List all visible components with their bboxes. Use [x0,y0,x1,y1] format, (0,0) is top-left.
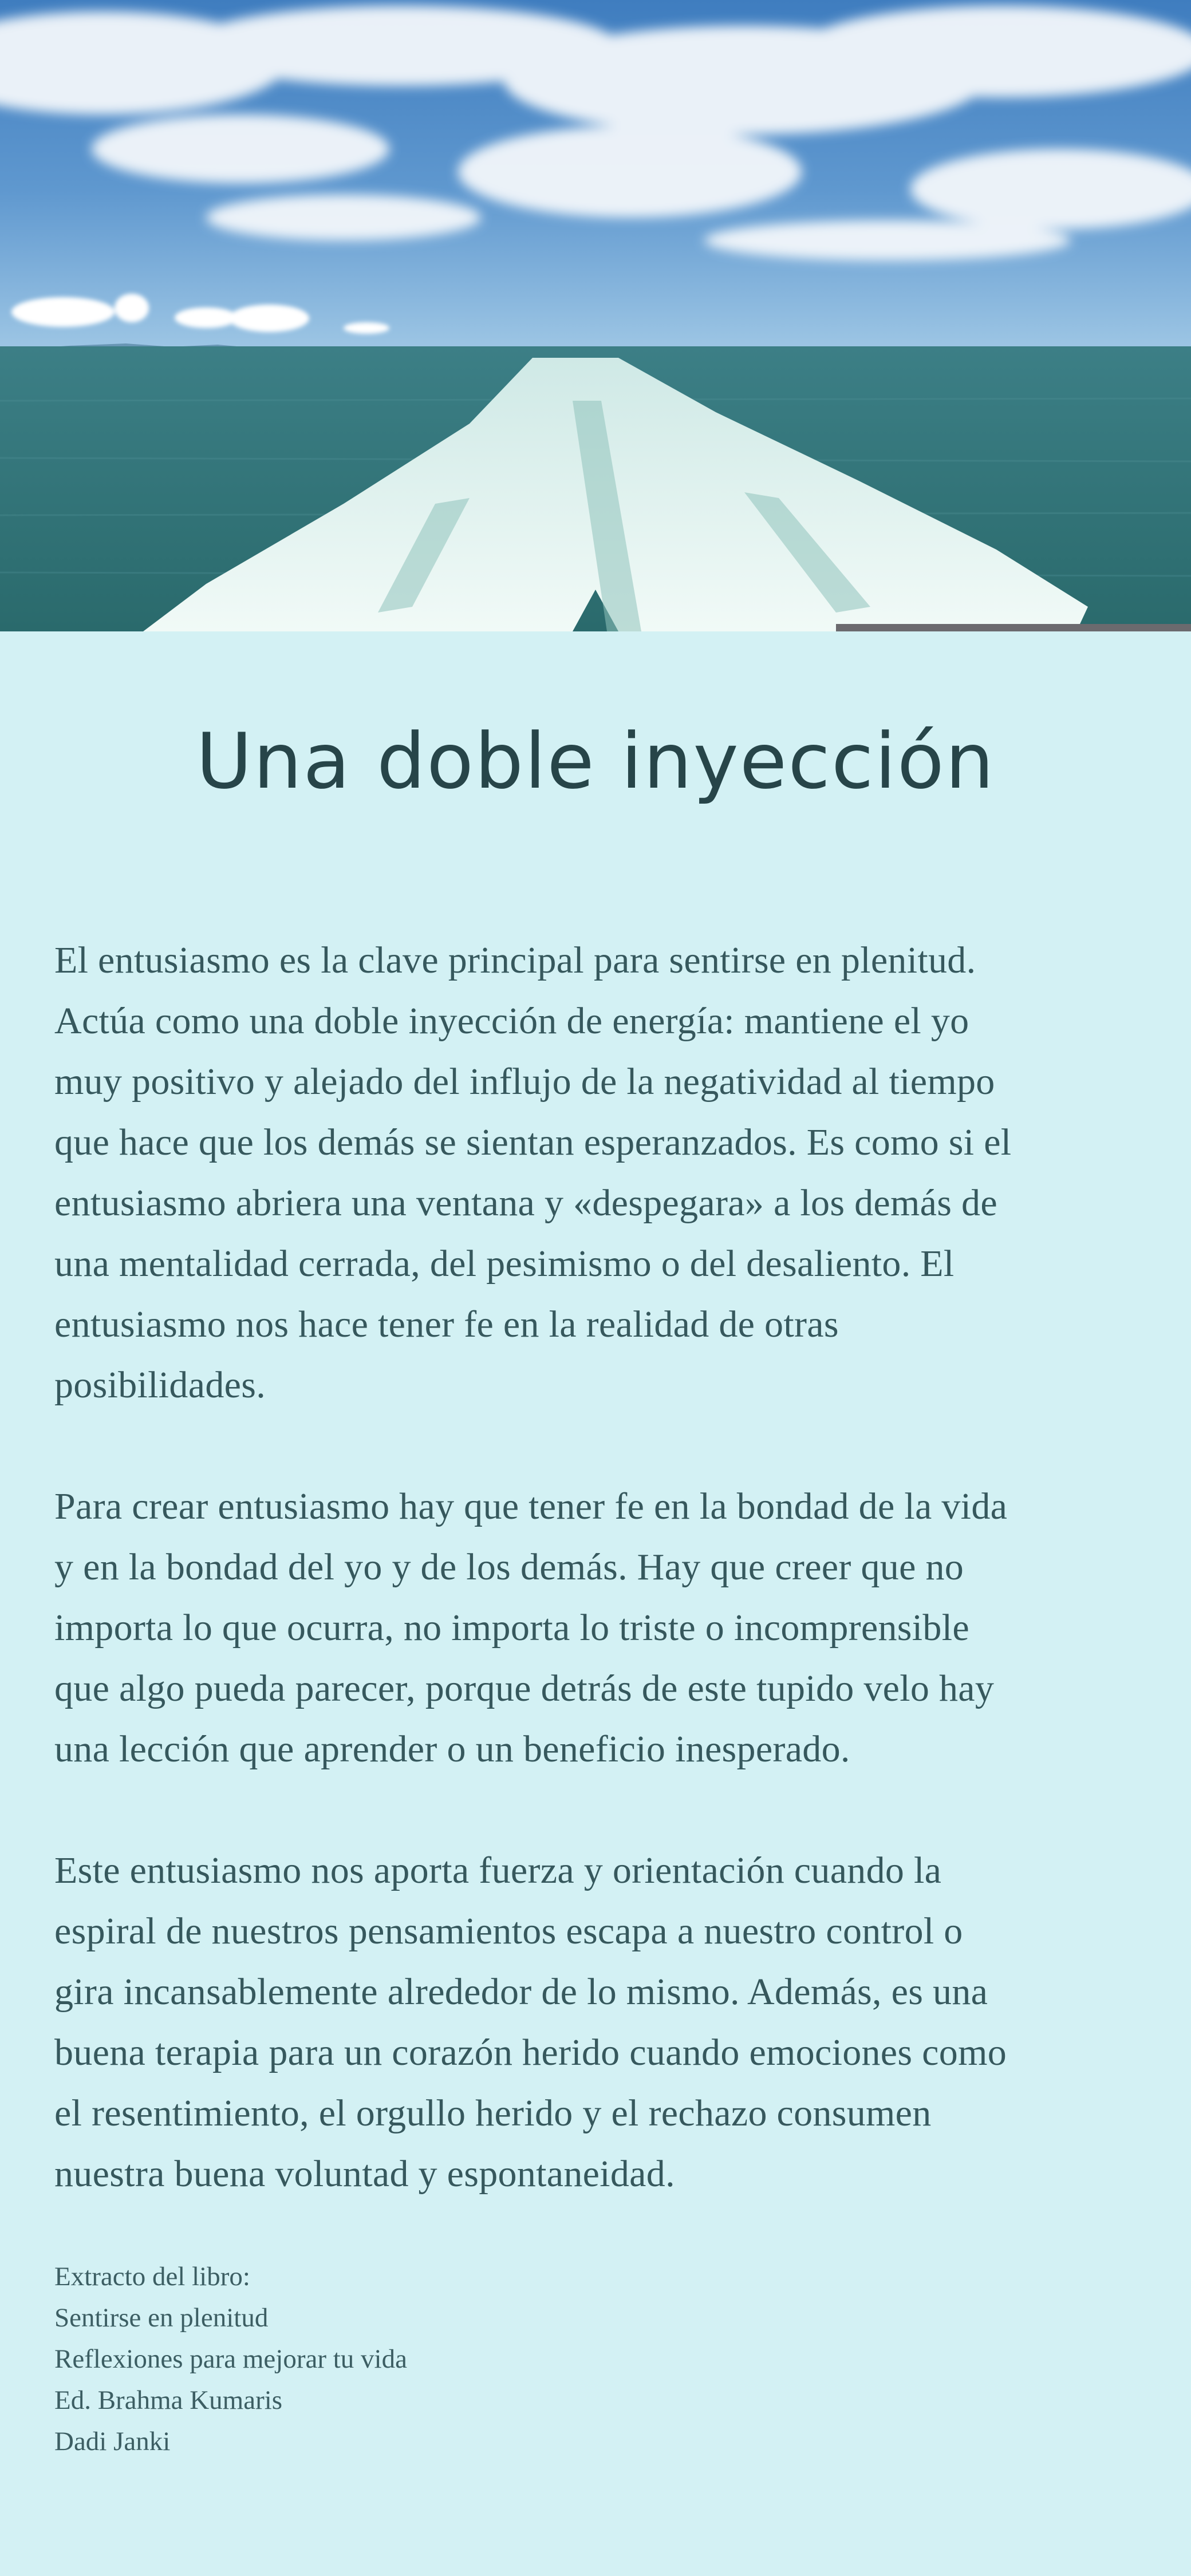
paragraph-line: una mentalidad cerrada, del pesimismo o del desaliento. El [54,1243,955,1285]
credit-line: Extracto del libro: [54,2262,250,2291]
paragraph-line: buena terapia para un corazón herido cuando emociones como [54,2032,1007,2073]
paragraph-line: posibilidades. [54,1364,266,1406]
paragraph-2 [54,1476,1148,1780]
paragraph-line: Para crear entusiasmo hay que tener fe en la bondad de la vida [54,1485,1008,1527]
paragraph-line: El entusiasmo es la clave principal para sentirse en plenitud. [54,939,976,981]
paragraph-line: espiral de nuestros pensamientos escapa a nuestro control o [54,1910,963,1952]
paragraph-line: entusiasmo nos hace tener fe en la realidad de otras [54,1303,839,1345]
article [0,631,1191,2576]
credit-subtitle: Reflexiones para mejorar tu vida [54,2344,407,2374]
paragraph-1 [54,930,1148,1416]
paragraph-line: Este entusiasmo nos aporta fuerza y orientación cuando la [54,1850,942,1891]
credit-publisher: Ed. Brahma Kumaris [54,2385,283,2415]
credit-book-title: Sentirse en plenitud [54,2303,269,2333]
paragraph-line: una lección que aprender o un beneficio inesperado. [54,1728,850,1770]
paragraph-line: Actúa como una doble inyección de energía: mantiene el yo [54,1000,969,1042]
credit-author: Dadi Janki [54,2427,171,2456]
paragraph-line: el resentimiento, el orgullo herido y el rechazo consumen [54,2092,932,2134]
paragraph-line: muy positivo y alejado del influjo de la negatividad al tiempo [54,1061,995,1103]
book-credits [54,2256,742,2462]
hero-image [0,0,1191,631]
article-title: Una doble inyección [196,717,995,806]
paragraph-line: nuestra buena voluntad y espontaneidad. [54,2153,675,2195]
paragraph-line: importa lo que ocurra, no importa lo triste o incomprensible [54,1607,969,1649]
paragraph-3 [54,1840,1148,2204]
paragraph-line: gira incansablemente alrededor de lo mismo. Además, es una [54,1971,988,2013]
paragraph-line: entusiasmo abriera una ventana y «despegara» a los demás de [54,1182,997,1224]
paragraph-line: que hace que los demás se sientan esperanzados. Es como si el [54,1121,1012,1163]
paragraph-line: que algo pueda parecer, porque detrás de este tupido velo hay [54,1668,995,1709]
paragraph-line: y en la bondad del yo y de los demás. Hay que creer que no [54,1546,964,1588]
sea-wake-photo [0,0,1191,631]
